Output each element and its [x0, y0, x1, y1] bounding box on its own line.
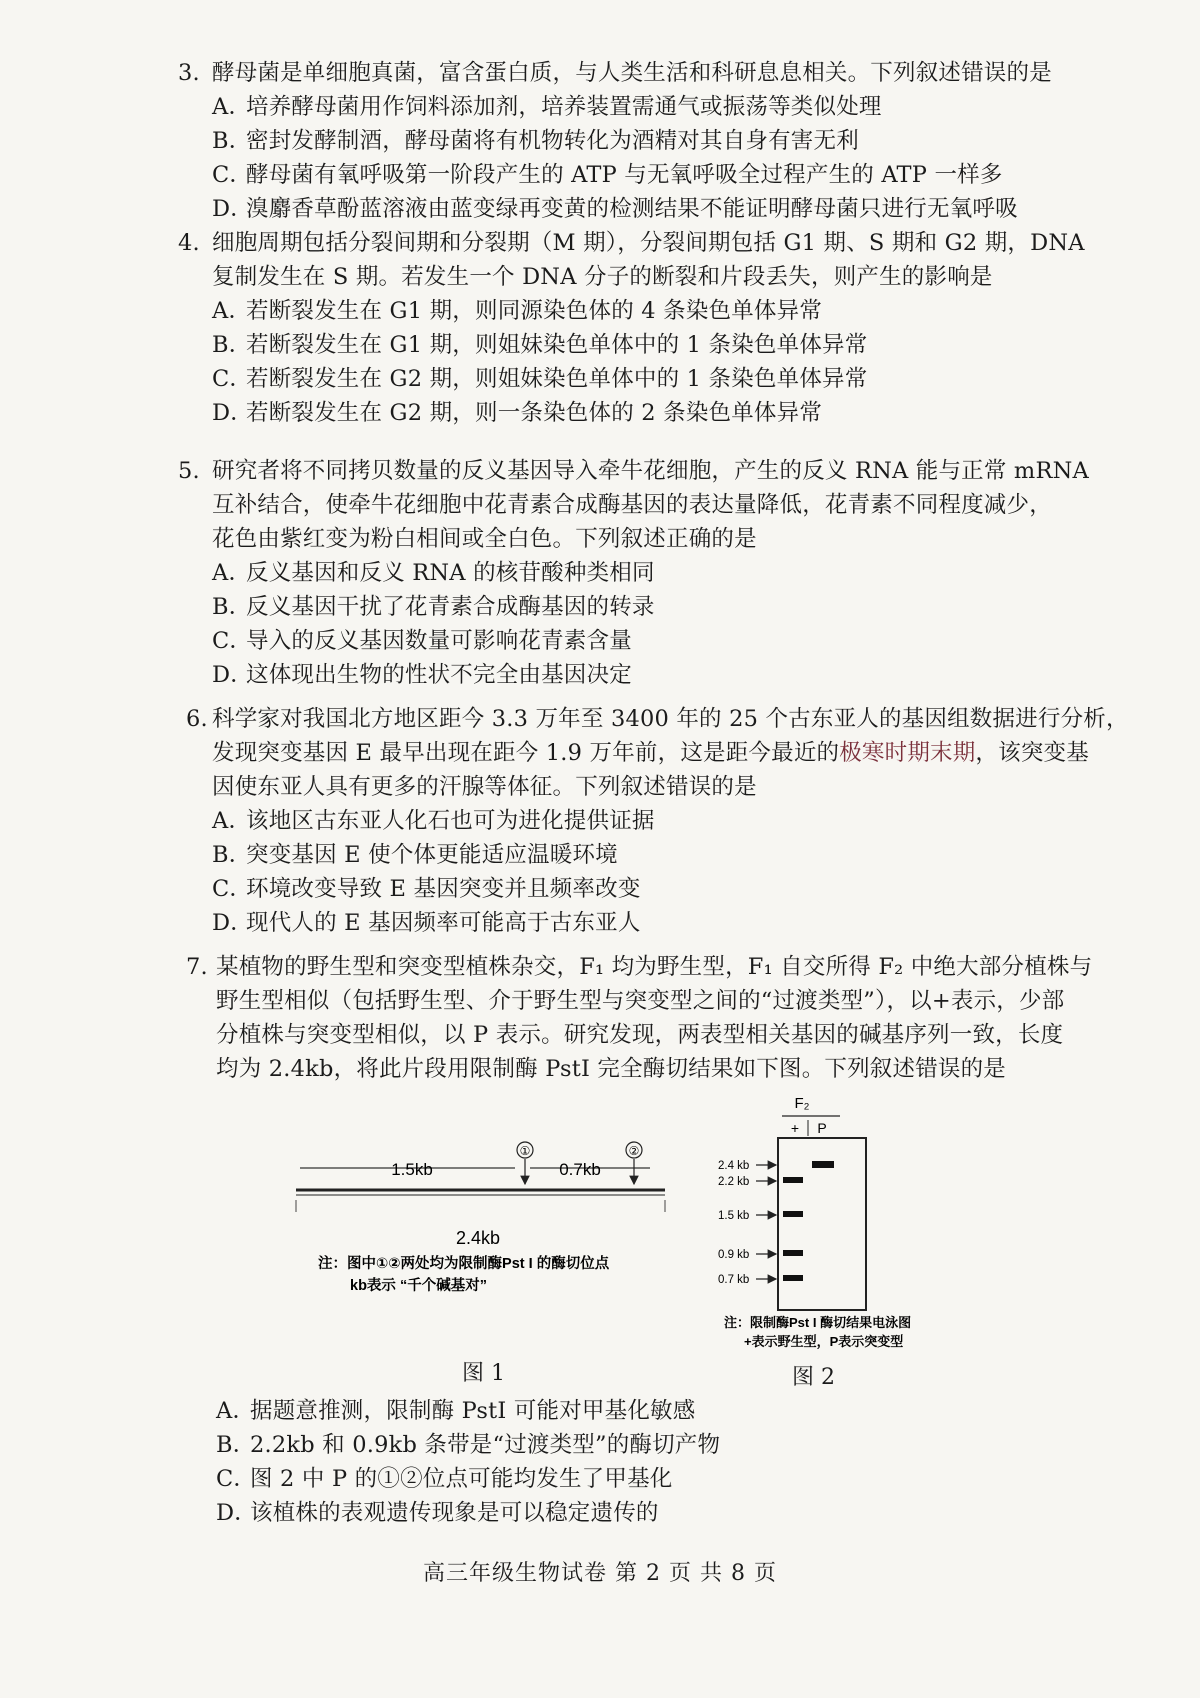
figure-2-caption: 图 2 [792, 1365, 835, 1390]
figure-1-note-2: kb表示 “千个碱基对” [350, 1278, 487, 1294]
page-footer: 高三年级生物试卷 第 2 页 共 8 页 [423, 1561, 777, 1586]
option-b: B．反义基因干扰了花青素合成酶基因的转录 [212, 594, 655, 620]
gel-box [778, 1138, 866, 1310]
option-c: C．导入的反义基因数量可影响花青素含量 [212, 628, 632, 654]
question-stem: 6. 科学家对我国北方地区距今 3.3 万年至 3400 年的 25 个古东亚人的基因组数据进行分析， [186, 702, 1086, 736]
band-plus-1-5kb [783, 1211, 803, 1217]
question-number: 7. [186, 954, 208, 980]
question-stem-cont: 花色由紫红变为粉白相间或全白色。下列叙述正确的是 [212, 526, 757, 552]
option-c: C．环境改变导致 E 基因突变并且频率改变 [212, 876, 641, 902]
question-stem-cont: 野生型相似（包括野生型、介于野生型与突变型之间的“过渡类型”），以+表示，少部 [216, 988, 1065, 1014]
question-stem: 4. 细胞周期包括分裂间期和分裂期（M 期），分裂间期包括 G1 期、S 期和 G2 期，DNA [178, 226, 1078, 260]
gel-markers [718, 1160, 776, 1286]
option-a: A．该地区古东亚人化石也可为进化提供证据 [212, 808, 655, 834]
option-d: D．该植株的表观遗传现象是可以稳定遗传的 [216, 1500, 659, 1526]
figure-1 [296, 1142, 665, 1294]
marker-0-7kb: 0.7 kb [718, 1274, 750, 1286]
question-number: 6. [186, 706, 208, 732]
option-a: A．据题意推测，限制酶 PstI 可能对甲基化敏感 [216, 1398, 696, 1424]
band-plus-2-2kb [783, 1177, 803, 1183]
marker-2-2kb: 2.2 kb [718, 1176, 750, 1188]
option-b: B．密封发酵制酒，酵母菌将有机物转化为酒精对其自身有害无利 [212, 128, 859, 154]
question-7-options [186, 1394, 1086, 1530]
option-c: C．若断裂发生在 G2 期，则姐妹染色单体中的 1 条染色单体异常 [212, 366, 868, 392]
site-1-label: ① [519, 1144, 531, 1158]
question-stem: 3. 酵母菌是单细胞真菌，富含蛋白质，与人类生活和科研息息相关。下列叙述错误的是 [178, 56, 1078, 90]
question-number: 3. [178, 60, 200, 86]
option-b: B．突变基因 E 使个体更能适应温暖环境 [212, 842, 618, 868]
segment-right-label: 0.7kb [559, 1160, 601, 1179]
site-2-label: ② [628, 1144, 640, 1158]
figure-1-caption: 图 1 [462, 1361, 505, 1386]
band-p-2-4kb [812, 1161, 834, 1168]
lane-p-label: P [817, 1120, 827, 1136]
lane-plus-label: + [790, 1120, 800, 1136]
question-stem-cont: 因使东亚人具有更多的汗腺等体征。下列叙述错误的是 [212, 774, 757, 800]
question-stem-cont: 复制发生在 S 期。若发生一个 DNA 分子的断裂和片段丢失，则产生的影响是 [212, 264, 993, 290]
question-4 [178, 226, 1085, 430]
option-d: D．溴麝香草酚蓝溶液由蓝变绿再变黄的检测结果不能证明酵母菌只进行无氧呼吸 [212, 196, 1018, 222]
highlighted-phrase: 极寒时期末期 [839, 740, 976, 766]
option-b: B．2.2kb 和 0.9kb 条带是“过渡类型”的酶切产物 [216, 1432, 721, 1458]
question-6 [186, 702, 1129, 940]
question-stem-cont: 发现突变基因 E 最早出现在距今 1.9 万年前，这是距今最近的极寒时期末期，该突变基 [212, 740, 1089, 766]
option-a: A．反义基因和反义 RNA 的核苷酸种类相同 [212, 560, 655, 586]
marker-2-4kb: 2.4 kb [718, 1160, 750, 1172]
site-2-marker [626, 1142, 642, 1158]
question-stem-cont: 分植株与突变型相似，以 P 表示。研究发现，两表型相关基因的碱基序列一致，长度 [216, 1022, 1064, 1048]
total-length-label: 2.4kb [455, 1228, 501, 1248]
marker-1-5kb: 1.5 kb [718, 1210, 750, 1222]
marker-0-9kb: 0.9 kb [718, 1249, 750, 1261]
question-3 [178, 56, 1078, 226]
question-stem: 7. 某植物的野生型和突变型植株杂交，F₁ 均为野生型，F₁ 自交所得 F₂ 中绝大部分植株与 [186, 950, 1086, 984]
option-d: D．这体现出生物的性状不完全由基因决定 [212, 662, 632, 688]
question-5 [178, 454, 1089, 692]
band-plus-0-7kb [783, 1275, 803, 1281]
option-d: D．现代人的 E 基因频率可能高于古东亚人 [212, 910, 641, 936]
question-7 [186, 950, 1093, 1086]
segment-left-label: 1.5kb [391, 1160, 433, 1179]
question-stem-cont: 均为 2.4kb，将此片段用限制酶 PstI 完全酶切结果如下图。下列叙述错误的是 [216, 1056, 1006, 1082]
option-c: C．酵母菌有氧呼吸第一阶段产生的 ATP 与无氧呼吸全过程产生的 ATP 一样多 [212, 162, 1003, 188]
question-stem: 5. 研究者将不同拷贝数量的反义基因导入牵牛花细胞，产生的反义 RNA 能与正常 mRNA [178, 454, 1078, 488]
option-d: D．若断裂发生在 G2 期，则一条染色体的 2 条染色单体异常 [212, 400, 823, 426]
figure-2-note-1: 注：限制酶Pst I 酶切结果电泳图 [724, 1315, 912, 1330]
option-a: A．培养酵母菌用作饲料添加剂，培养装置需通气或振荡等类似处理 [212, 94, 882, 120]
question-stem-cont: 互补结合，使牵牛花细胞中花青素合成酶基因的表达量降低，花青素不同程度减少， [212, 492, 1052, 518]
figure-1-note-1: 注：图中①②两处均为限制酶Pst I 的酶切位点 [318, 1256, 610, 1272]
figure-2 [718, 1095, 911, 1350]
question-number: 4. [178, 230, 200, 256]
figure-2-note-2: +表示野生型，P表示突变型 [744, 1334, 904, 1349]
option-a: A．若断裂发生在 G1 期，则同源染色体的 4 条染色单体异常 [212, 298, 823, 324]
f2-header: F₂ [794, 1095, 810, 1112]
option-c: C．图 2 中 P 的①②位点可能均发生了甲基化 [216, 1466, 673, 1492]
option-b: B．若断裂发生在 G1 期，则姐妹染色单体中的 1 条染色单体异常 [212, 332, 868, 358]
band-plus-0-9kb [783, 1250, 803, 1256]
question-number: 5. [178, 458, 200, 484]
site-1-marker [517, 1142, 533, 1158]
